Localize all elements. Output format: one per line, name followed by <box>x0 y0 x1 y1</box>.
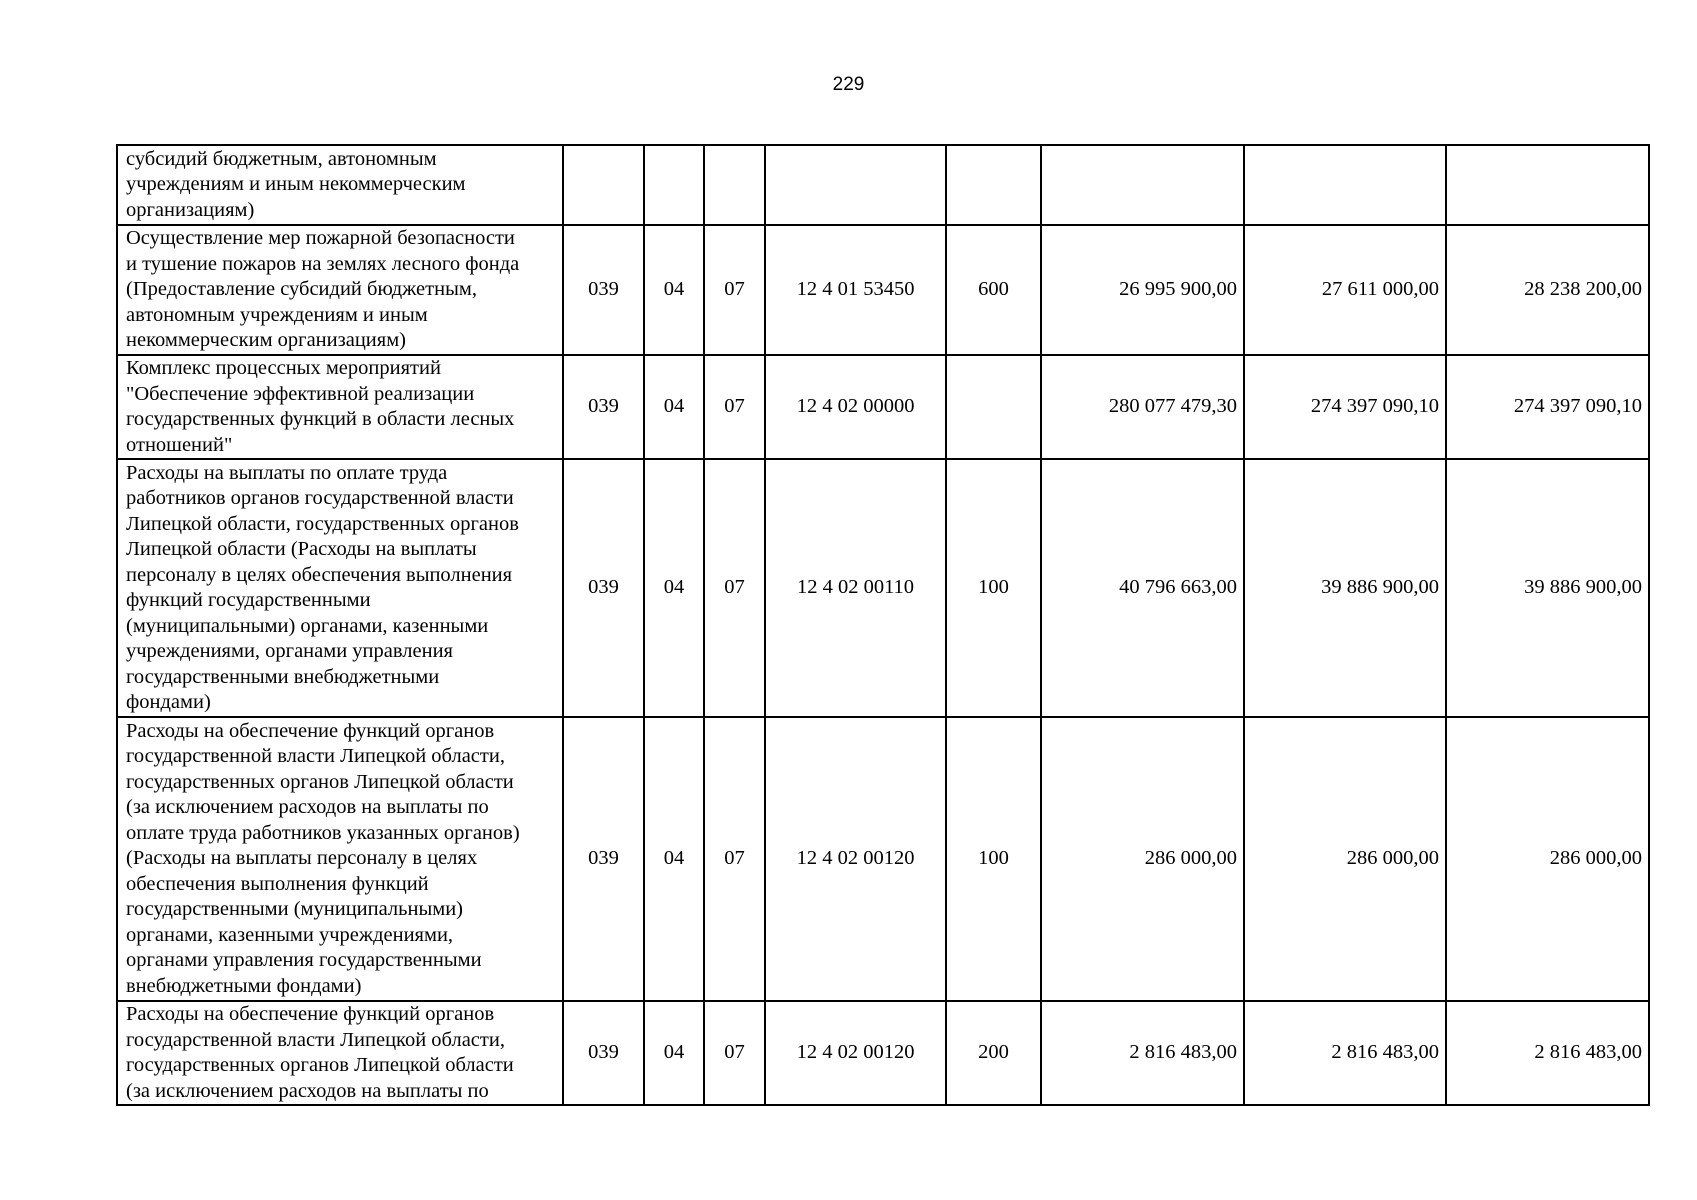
table-row <box>117 459 1649 717</box>
ministry-code: 039 <box>563 1001 644 1105</box>
section-code: 04 <box>644 717 704 1001</box>
amount-year-2: 2 816 483,00 <box>1244 1001 1446 1105</box>
row-description: Осуществление мер пожарной безопасности и тушение пожаров на землях лесного фонда (Предоставление субсидий бюджетным, автономным учреждениям и иным некоммерческим организациям) <box>117 225 563 355</box>
expense-type-code <box>946 145 1041 225</box>
ministry-code: 039 <box>563 717 644 1001</box>
expense-type-code <box>946 355 1041 459</box>
amount-year-3: 28 238 200,00 <box>1446 225 1649 355</box>
ministry-code: 039 <box>563 355 644 459</box>
amount-year-2 <box>1244 145 1446 225</box>
amount-year-1: 26 995 900,00 <box>1041 225 1244 355</box>
amount-year-2: 27 611 000,00 <box>1244 225 1446 355</box>
amount-year-3: 286 000,00 <box>1446 717 1649 1001</box>
table-row <box>117 145 1649 225</box>
subsection-code: 07 <box>704 717 765 1001</box>
row-description: Расходы на обеспечение функций органов государственной власти Липецкой области, государственных органов Липецкой области (за исключением расходов на выплаты по <box>117 1001 563 1105</box>
budget-table <box>116 144 1650 1106</box>
row-description: субсидий бюджетным, автономным учреждениям и иным некоммерческим организациям) <box>117 145 563 225</box>
page-number: 229 <box>832 74 865 95</box>
table-row <box>117 355 1649 459</box>
expense-type-code: 100 <box>946 717 1041 1001</box>
expense-type-code: 100 <box>946 459 1041 717</box>
section-code: 04 <box>644 225 704 355</box>
amount-year-1: 286 000,00 <box>1041 717 1244 1001</box>
amount-year-2: 286 000,00 <box>1244 717 1446 1001</box>
target-article-code: 12 4 02 00120 <box>765 1001 946 1105</box>
table-row <box>117 1001 1649 1105</box>
expense-type-code: 200 <box>946 1001 1041 1105</box>
table-row <box>117 225 1649 355</box>
section-code: 04 <box>644 1001 704 1105</box>
amount-year-3 <box>1446 145 1649 225</box>
subsection-code: 07 <box>704 1001 765 1105</box>
amount-year-3: 2 816 483,00 <box>1446 1001 1649 1105</box>
expense-type-code: 600 <box>946 225 1041 355</box>
row-description: Расходы на выплаты по оплате труда работников органов государственной власти Липецкой области, государственных органов Липецкой области (Расходы на выплаты персоналу в целях обеспечения выполнения функций государственными (муниципальными) органами, казенными учреждениями, органами управления государственными внебюджетными фондами) <box>117 459 563 717</box>
ministry-code <box>563 145 644 225</box>
amount-year-1: 40 796 663,00 <box>1041 459 1244 717</box>
section-code <box>644 145 704 225</box>
subsection-code: 07 <box>704 355 765 459</box>
amount-year-2: 39 886 900,00 <box>1244 459 1446 717</box>
row-description: Комплекс процессных мероприятий "Обеспечение эффективной реализации государственных функций в области лесных отношений" <box>117 355 563 459</box>
target-article-code: 12 4 02 00120 <box>765 717 946 1001</box>
target-article-code: 12 4 01 53450 <box>765 225 946 355</box>
amount-year-2: 274 397 090,10 <box>1244 355 1446 459</box>
target-article-code: 12 4 02 00110 <box>765 459 946 717</box>
subsection-code: 07 <box>704 225 765 355</box>
ministry-code: 039 <box>563 225 644 355</box>
amount-year-3: 274 397 090,10 <box>1446 355 1649 459</box>
target-article-code <box>765 145 946 225</box>
subsection-code: 07 <box>704 459 765 717</box>
row-description: Расходы на обеспечение функций органов государственной власти Липецкой области, государственных органов Липецкой области (за исключением расходов на выплаты по оплате труда работников указанных органов) (Расходы на выплаты персоналу в целях обеспечения выполнения функций государственными (муниципальными) органами, казенными учреждениями, органами управления государственными внебюджетными фондами) <box>117 717 563 1001</box>
ministry-code: 039 <box>563 459 644 717</box>
amount-year-3: 39 886 900,00 <box>1446 459 1649 717</box>
section-code: 04 <box>644 459 704 717</box>
target-article-code: 12 4 02 00000 <box>765 355 946 459</box>
amount-year-1: 280 077 479,30 <box>1041 355 1244 459</box>
amount-year-1: 2 816 483,00 <box>1041 1001 1244 1105</box>
amount-year-1 <box>1041 145 1244 225</box>
subsection-code <box>704 145 765 225</box>
table-row <box>117 717 1649 1001</box>
section-code: 04 <box>644 355 704 459</box>
